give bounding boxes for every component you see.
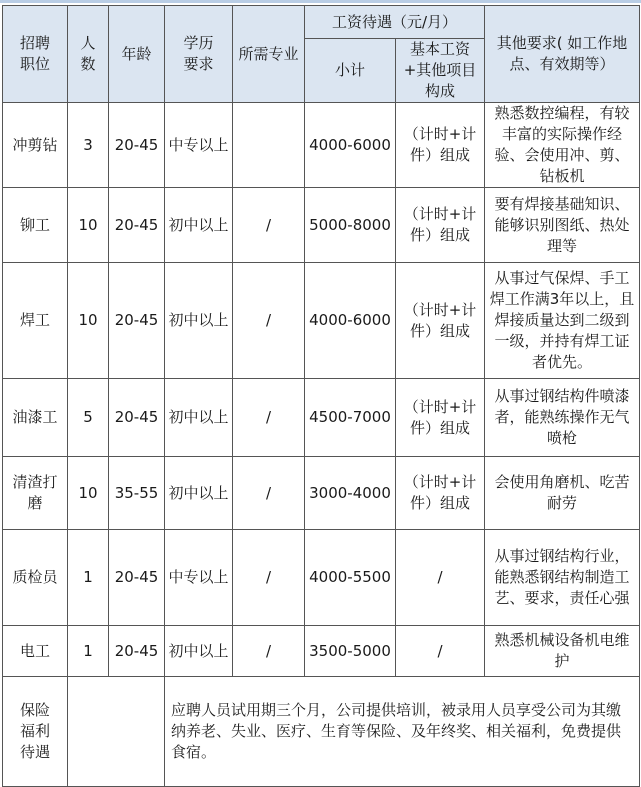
age-cell: 20-45 <box>109 379 165 457</box>
education-cell: 初中以上 <box>165 263 233 379</box>
composition-cell: / <box>396 530 485 626</box>
position-cell: 油漆工 <box>3 379 68 457</box>
education-cell: 中专以上 <box>165 530 233 626</box>
table-row <box>3 263 640 379</box>
benefits-label: 保险福利待遇 <box>3 677 68 787</box>
other-requirements-cell: 从事过钢结构行业，能熟悉钢结构制造工艺、要求，责任心强 <box>485 530 640 626</box>
header-row-1 <box>3 6 640 39</box>
composition-cell: （计时+计件）组成 <box>396 103 485 188</box>
table-row <box>3 188 640 263</box>
header-position: 招聘职位 <box>3 6 68 103</box>
table-row <box>3 530 640 626</box>
table-row <box>3 379 640 457</box>
other-requirements-cell: 要有焊接基础知识、能够识别图纸、热处理等 <box>485 188 640 263</box>
composition-cell: （计时+计件）组成 <box>396 379 485 457</box>
composition-cell: （计时+计件）组成 <box>396 263 485 379</box>
header-age: 年龄 <box>109 6 165 103</box>
age-cell: 20-45 <box>109 103 165 188</box>
header-education: 学历要求 <box>165 6 233 103</box>
education-cell: 初中以上 <box>165 188 233 263</box>
header-salary-group: 工资待遇（元/月） <box>305 6 485 39</box>
count-cell: 5 <box>68 379 109 457</box>
header-subtotal: 小计 <box>305 39 396 103</box>
benefits-text: 应聘人员试用期三个月，公司提供培训，被录用人员享受公司为其缴纳养老、失业、医疗、生育等保险、及年终奖、相关福利，免费提供食宿。 <box>165 677 640 787</box>
major-cell: / <box>233 379 305 457</box>
header-other: 其他要求( 如工作地点、有效期等） <box>485 6 640 103</box>
major-cell: / <box>233 626 305 677</box>
count-cell: 1 <box>68 530 109 626</box>
age-cell: 35-55 <box>109 457 165 530</box>
major-cell: / <box>233 457 305 530</box>
salary-cell: 5000-8000 <box>305 188 396 263</box>
count-cell: 1 <box>68 626 109 677</box>
major-cell: / <box>233 188 305 263</box>
other-requirements-cell: 会使用角磨机、吃苦耐劳 <box>485 457 640 530</box>
major-cell: / <box>233 263 305 379</box>
position-cell: 质检员 <box>3 530 68 626</box>
table-row <box>3 457 640 530</box>
education-cell: 初中以上 <box>165 379 233 457</box>
other-requirements-cell: 从事过气保焊、手工焊工作满3年以上，且焊接质量达到二级到一级，并持有焊工证者优先。 <box>485 263 640 379</box>
age-cell: 20-45 <box>109 626 165 677</box>
header-composition: 基本工资+其他项目构成 <box>396 39 485 103</box>
count-cell: 10 <box>68 263 109 379</box>
benefits-empty-cell <box>68 677 165 787</box>
header-count: 人数 <box>68 6 109 103</box>
position-cell: 焊工 <box>3 263 68 379</box>
education-cell: 初中以上 <box>165 626 233 677</box>
header-major: 所需专业 <box>233 6 305 103</box>
count-cell: 10 <box>68 188 109 263</box>
count-cell: 3 <box>68 103 109 188</box>
other-requirements-cell: 熟悉数控编程，有较丰富的实际操作经验、会使用冲、剪、钻板机 <box>485 103 640 188</box>
salary-cell: 4000-6000 <box>305 263 396 379</box>
composition-cell: （计时+计件）组成 <box>396 457 485 530</box>
top-border-line <box>0 0 641 3</box>
salary-cell: 4000-5500 <box>305 530 396 626</box>
other-requirements-cell: 从事过钢结构件喷漆者，能熟练操作无气喷枪 <box>485 379 640 457</box>
position-cell: 冲剪钻 <box>3 103 68 188</box>
age-cell: 20-45 <box>109 263 165 379</box>
major-cell: / <box>233 530 305 626</box>
composition-cell: / <box>396 626 485 677</box>
salary-cell: 3000-4000 <box>305 457 396 530</box>
recruitment-table <box>2 5 640 787</box>
other-requirements-cell: 熟悉机械设备机电维护 <box>485 626 640 677</box>
salary-cell: 3500-5000 <box>305 626 396 677</box>
position-cell: 电工 <box>3 626 68 677</box>
age-cell: 20-45 <box>109 188 165 263</box>
major-cell <box>233 103 305 188</box>
education-cell: 初中以上 <box>165 457 233 530</box>
composition-cell: （计时+计件）组成 <box>396 188 485 263</box>
count-cell: 10 <box>68 457 109 530</box>
position-cell: 铆工 <box>3 188 68 263</box>
salary-cell: 4000-6000 <box>305 103 396 188</box>
salary-cell: 4500-7000 <box>305 379 396 457</box>
age-cell: 20-45 <box>109 530 165 626</box>
table-row <box>3 626 640 677</box>
position-cell: 清渣打磨 <box>3 457 68 530</box>
benefits-row <box>3 677 640 787</box>
table-row <box>3 103 640 188</box>
education-cell: 中专以上 <box>165 103 233 188</box>
